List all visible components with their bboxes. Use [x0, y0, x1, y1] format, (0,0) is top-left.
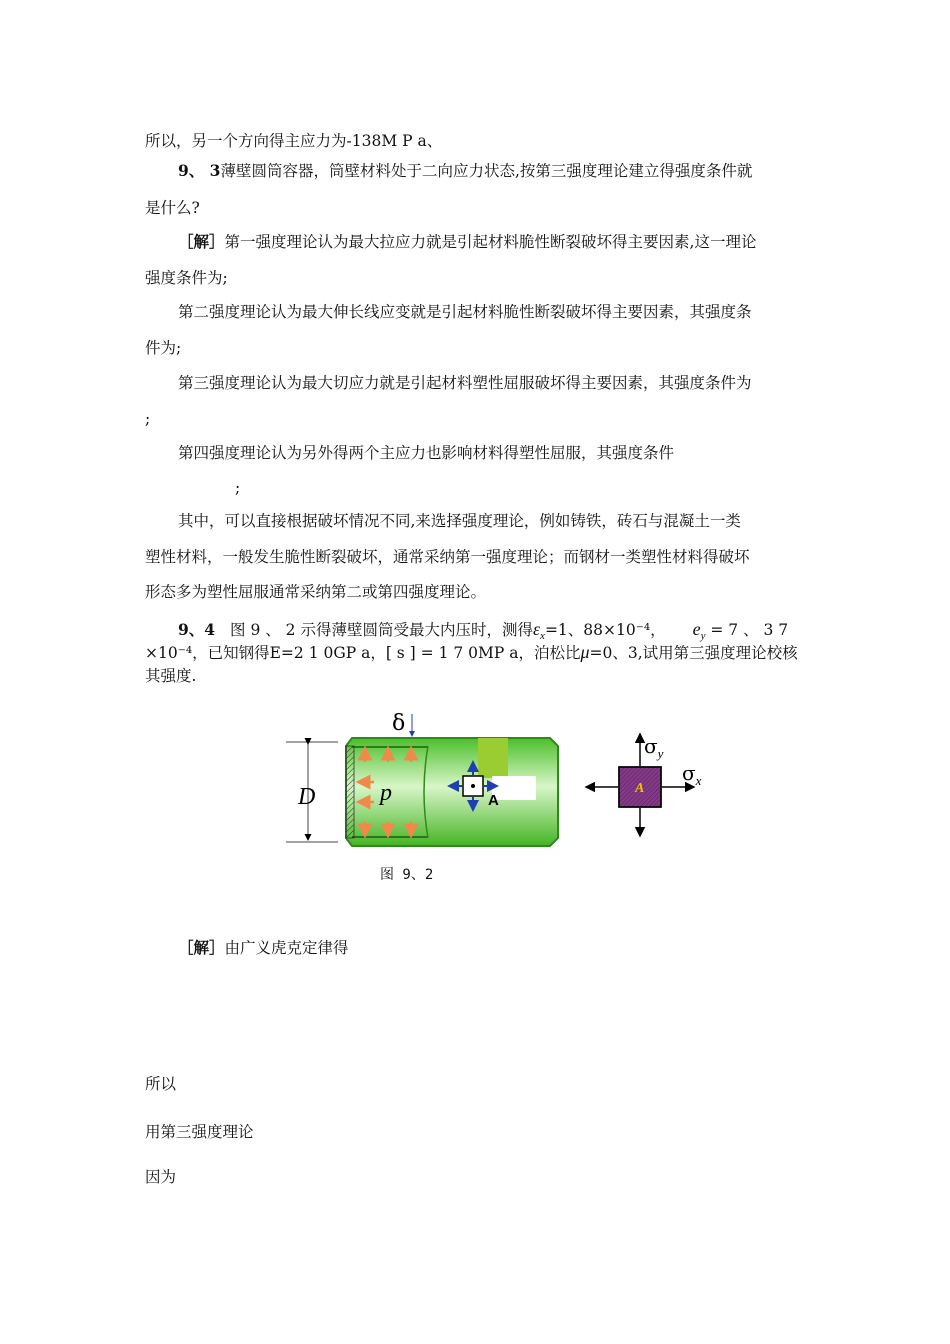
- question-text: 图 9 、 2 示得薄壁圆筒受最大内压时，测得: [230, 621, 533, 639]
- third-theory-line1: 第三强度理论认为最大切应力就是引起材料塑性屈服破坏得主要因素，其强度条件为: [178, 374, 752, 392]
- figure-9-2: [280, 700, 730, 894]
- label-p: p: [380, 780, 392, 806]
- figure-caption: 图 9、2: [380, 867, 434, 883]
- question-number: 9、4: [178, 620, 216, 639]
- epsilon-symbol: ε: [532, 619, 541, 639]
- green-block: [478, 738, 508, 778]
- element-label-A: A: [635, 781, 645, 796]
- ey-subscript: y: [700, 630, 706, 643]
- figure-svg: [280, 700, 730, 890]
- sigma-x-label: $\sigma_x$: [682, 761, 702, 788]
- solution-tag: ［解］: [178, 232, 225, 251]
- solution-text: 第一强度理论认为最大拉应力就是引起材料脆性断裂破坏得主要因素,这一理论: [224, 233, 757, 251]
- question-9-4-line3: 其强度.: [145, 667, 197, 685]
- epsilon-value: =1、88×10⁻⁴，: [544, 621, 666, 639]
- solution-tag: ［解］: [178, 938, 225, 957]
- question-9-3-line2: 是什么?: [145, 199, 200, 217]
- mu-symbol: μ: [580, 642, 590, 662]
- question-9-3-line1: [178, 161, 752, 181]
- solution-line1: [178, 232, 756, 252]
- ey-symbol: e: [692, 619, 701, 639]
- fourth-theory-line2: ;: [235, 479, 241, 497]
- question-text: =0、3,试用第三强度理论校核: [589, 644, 798, 662]
- question-text: 薄壁圆筒容器，筒壁材料处于二向应力状态,按第三强度理论建立得强度条件就: [220, 162, 753, 180]
- solution-line2: 强度条件为;: [145, 269, 228, 287]
- para-conclusion: 所以，另一个方向得主应力为-138M P a、: [145, 132, 443, 150]
- label-A: A: [488, 792, 499, 809]
- question-text: ×10⁻⁴，已知钢得E=2 1 0GP a，[ s ] = 1 7 0MP a，泊松比: [145, 644, 581, 662]
- tail-because: 因为: [145, 1168, 177, 1186]
- question-9-4-line2: [145, 642, 798, 663]
- ey-value: = 7 、 3 7: [705, 621, 789, 639]
- solution-text: 由广义虎克定律得: [224, 939, 349, 957]
- solution-9-4: [178, 938, 349, 958]
- tail-so: 所以: [145, 1075, 177, 1093]
- second-theory-line2: 件为;: [145, 339, 182, 357]
- fourth-theory-line1: 第四强度理论认为另外得两个主应力也影响材料得塑性屈服，其强度条件: [178, 444, 675, 462]
- label-D: D: [298, 784, 316, 810]
- selection-line3: 形态多为塑性屈服通常采纳第二或第四强度理论。: [145, 583, 487, 601]
- second-theory-line1: 第二强度理论认为最大伸长线应变就是引起材料脆性断裂破坏得主要因素，其强度条: [178, 303, 752, 321]
- label-delta: δ: [392, 711, 406, 736]
- element-center-dot: [471, 784, 475, 788]
- end-cap-hatch: [346, 746, 354, 838]
- selection-line1: 其中，可以直接根据破坏情况不同,来选择强度理论，例如铸铁，砖石与混凝土一类: [178, 512, 741, 530]
- question-number: 9、 3: [178, 161, 221, 180]
- epsilon-subscript: x: [540, 630, 545, 643]
- third-theory-line2: ;: [145, 410, 151, 428]
- selection-line2: 塑性材料，一般发生脆性断裂破坏，通常采纳第一强度理论；而钢材一类塑性材料得破坏: [145, 548, 750, 566]
- sigma-y-label: $\sigma_y$: [644, 734, 664, 761]
- tail-use-third-theory: 用第三强度理论: [145, 1123, 254, 1141]
